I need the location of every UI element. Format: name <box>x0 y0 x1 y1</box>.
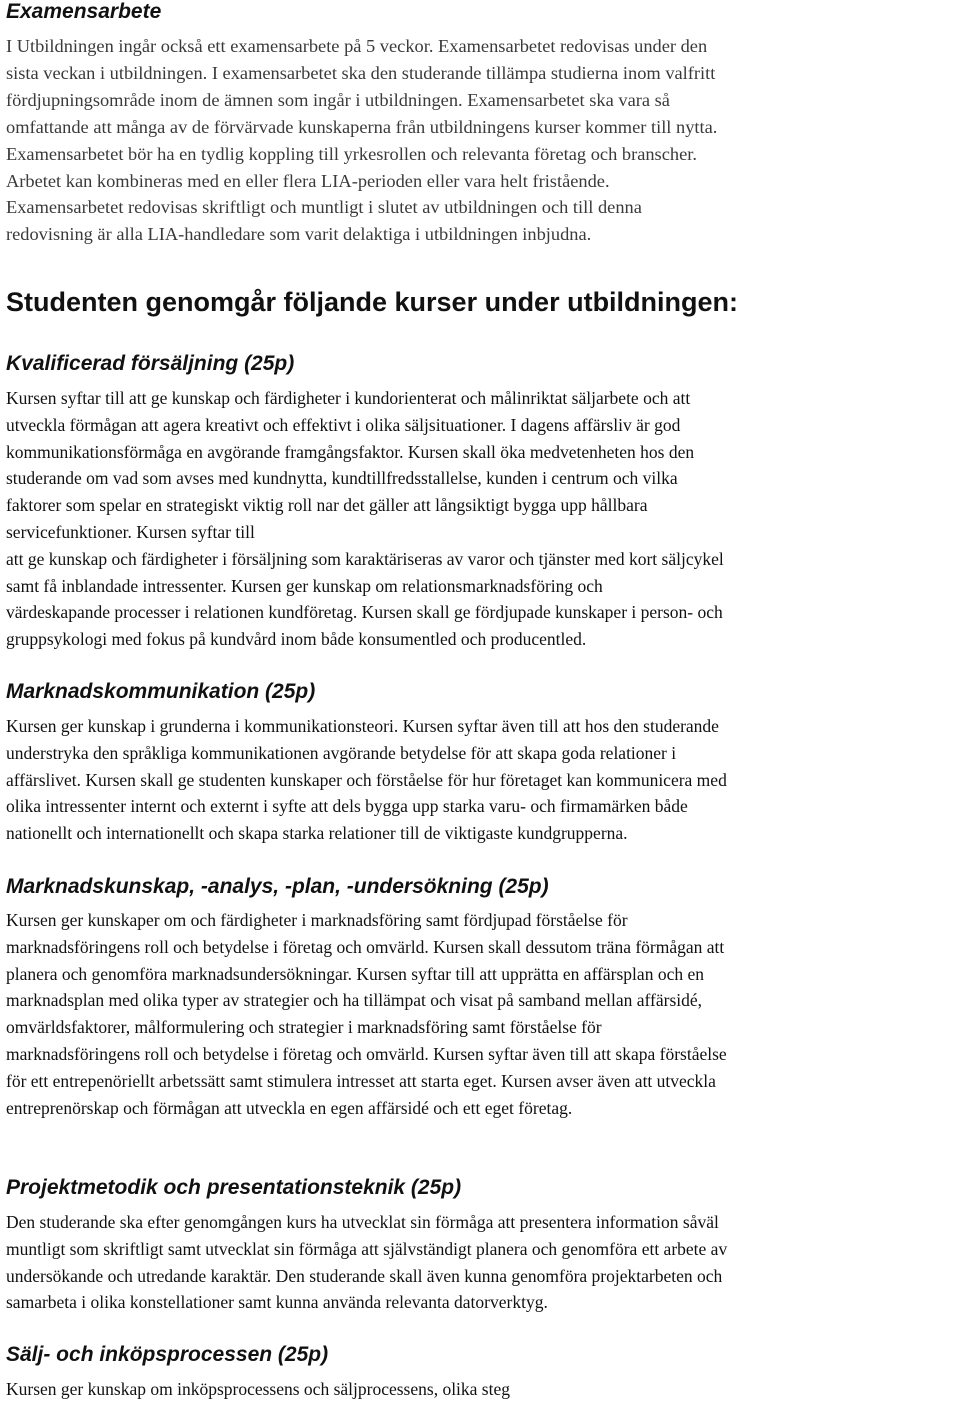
examensarbete-heading: Examensarbete <box>6 0 162 23</box>
text-line: Kursen syftar till att ge kunskap och färdigheter i kundorienterat och målinriktat säljarbete och att <box>6 388 691 408</box>
text-line: Examensarbetet bör ha en tydlig koppling till yrkesrollen och relevanta företag och branscher. <box>6 143 697 164</box>
text-line: marknadsföringens roll och betydelse i företag och omvärld. Kursen syftar även till att skapa förståelse <box>6 1043 727 1064</box>
text-line: utveckla förmågan att agera kreativt och effektivt i olika säljsituationer. I dagens affärsliv är god <box>6 414 681 435</box>
course-description <box>6 385 958 653</box>
course-heading: Marknadskunskap, -analys, -plan, -undersökning (25p) <box>6 875 549 898</box>
text-line: redovisning är alla LIA-handledare som varit delaktiga i utbildningen inbjudna. <box>6 224 592 245</box>
text-line: Examensarbetet redovisas skriftligt och muntligt i slutet av utbildningen och till denna <box>6 197 642 218</box>
course-description <box>6 907 958 1121</box>
text-line: nationellt och internationellt och skapa starka relationer till de viktigaste kundgrupperna. <box>6 823 628 844</box>
text-line: muntligt som skriftligt samt utvecklat sin förmåga att självständigt planera och genomföra ett arbete av <box>6 1238 728 1259</box>
text-line: I Utbildningen ingår också ett examensarbete på 5 veckor. Examensarbetet redovisas under den <box>6 36 708 56</box>
text-line: gruppsykologi med fokus på kundvård inom både konsumentled och producentled. <box>6 629 587 650</box>
text-line: Den studerande ska efter genomgången kurs ha utvecklat sin förmåga att presentera information såväl <box>6 1212 719 1232</box>
text-line: marknadsföringens roll och betydelse i företag och omvärld. Kursen skall dessutom träna förmågan att <box>6 936 725 957</box>
course-heading: Projektmetodik och presentationsteknik (25p) <box>6 1176 462 1199</box>
text-line: att ge kunskap och färdigheter i försäljning som karaktäriseras av varor och tjänster med kort säljcykel <box>6 548 724 569</box>
course-heading: Kvalificerad försäljning (25p) <box>6 352 295 375</box>
course-heading: Sälj- och inköpsprocessen (25p) <box>6 1343 329 1366</box>
examensarbete-paragraph <box>6 33 958 248</box>
text-line: Kursen ger kunskap om inköpsprocessens och säljprocessens, olika steg <box>6 1379 510 1399</box>
text-line: Arbetet kan kombineras med en eller flera LIA-perioden eller vara helt fristående. <box>6 170 610 191</box>
text-line: understryka den språkliga kommunikationen avgörande betydelse för att skapa goda relationer i <box>6 742 677 763</box>
course-description <box>6 713 958 847</box>
text-line: kommunikationsförmåga en avgörande framgångsfaktor. Kursen skall öka medvetenheten hos den <box>6 441 695 462</box>
course-heading: Marknadskommunikation (25p) <box>6 680 316 703</box>
courses-main-heading: Studenten genomgår följande kurser under utbildningen: <box>6 287 739 317</box>
text-line: entreprenörskap och förmågan att utveckla en egen affärsidé och ett eget företag. <box>6 1097 573 1118</box>
text-line: planera och genomföra marknadsundersökningar. Kursen syftar till att upprätta en affärsplan och en <box>6 963 704 984</box>
text-line: omfattande att många av de förvärvade kunskaperna från utbildningens kurser kommer till nytta. <box>6 116 718 137</box>
text-line: servicefunktioner. Kursen syftar till <box>6 521 255 542</box>
text-line: Kursen ger kunskaper om och färdigheter i marknadsföring samt fördjupad förståelse för <box>6 910 628 930</box>
course-description <box>6 1376 958 1403</box>
text-line: olika intressenter internt och externt i syfte att dels bygga upp starka varu- och firmamärken både <box>6 796 688 817</box>
text-line: omvärldsfaktorer, målformulering och strategier i marknadsföring samt förståelse för <box>6 1017 602 1038</box>
text-line: Kursen ger kunskap i grunderna i kommunikationsteori. Kursen syftar även till att hos den studerande <box>6 716 719 736</box>
text-line: samarbeta i olika konstellationer samt kunna använda relevanta datorverktyg. <box>6 1292 548 1313</box>
text-line: affärslivet. Kursen skall ge studenten kunskaper och förståelse för hur företaget kan kommunicera med <box>6 769 727 790</box>
text-line: samt få inblandade intressenter. Kursen ger kunskap om relationsmarknadsföring och <box>6 575 603 596</box>
text-line: marknadsplan med olika typer av strategier och ha tillämpat och visat på samband mellan affärsidé, <box>6 990 703 1011</box>
text-line: för ett entrepenöriellt arbetssätt samt stimulera intresset att starta eget. Kursen avser även att utveckla <box>6 1070 716 1091</box>
text-line: faktorer som spelar en strategiskt viktig roll nar det gäller att långsiktigt bygga upp hållbara <box>6 495 648 516</box>
course-description <box>6 1209 958 1316</box>
text-line: studerande om vad som avses med kundnytta, kundtillfredsstallelse, kunden i centrum och vilka <box>6 468 678 489</box>
text-line: sista veckan i utbildningen. I examensarbetet ska den studerande tillämpa studierna inom valfritt <box>6 62 716 83</box>
text-line: undersökande och utredande karaktär. Den studerande skall även kunna genomföra projektarbeten och <box>6 1265 723 1286</box>
text-line: fördjupningsområde inom de ämnen som ingår i utbildningen. Examensarbetet ska vara så <box>6 89 670 110</box>
text-line: värdeskapande processer i relationen kundföretag. Kursen skall ge fördjupade kunskaper i person- och <box>6 602 723 623</box>
